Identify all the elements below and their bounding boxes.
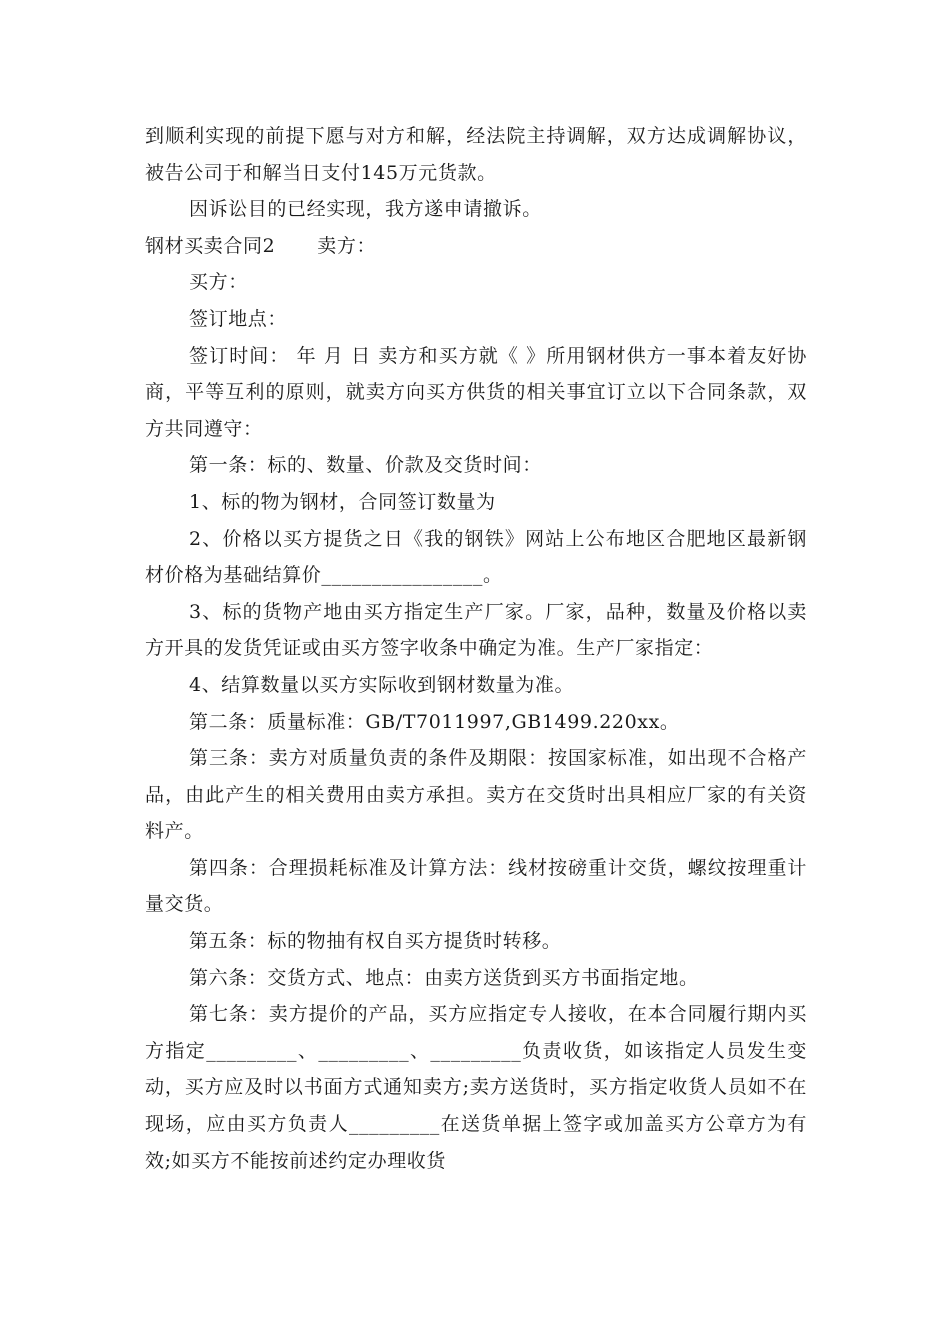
contract-buyer-label: 买方： — [189, 271, 248, 294]
contract-article-6: 第六条：交货方式、地点：由卖方送货到买方书面指定地。 — [189, 966, 699, 989]
paragraph-withdrawal: 因诉讼目的已经实现，我方遂申请撤诉。 — [189, 198, 542, 221]
contract-article-1-item-4: 4、结算数量以买方实际收到钢材数量为准。 — [189, 673, 575, 696]
contract-title: 钢材买卖合同2 — [145, 234, 276, 257]
contract-article-5: 第五条：标的物抽有权自买方提货时转移。 — [189, 930, 562, 953]
contract-signing-time: 签订时间： 年 月 日 卖方和买方就《 》所用钢材供方一事本着友好协商，平等互利的原则，就卖方向买方供货的相关事宜订立以下合同条款，双方共同遵守： — [145, 344, 807, 440]
document-body — [145, 118, 807, 1179]
contract-article-1-item-3: 3、标的货物产地由买方指定生产厂家。厂家，品种，数量及价格以卖方开具的发货凭证或由买方签字收条中确定为准。生产厂家指定： — [145, 600, 807, 660]
contract-seller-label: 卖方： — [317, 234, 377, 257]
contract-article-1-item-2: 2、价格以买方提货之日《我的钢铁》网站上公布地区合肥地区最新钢材价格为基础结算价________________。 — [145, 527, 807, 587]
contract-article-1-item-1: 1、标的物为钢材，合同签订数量为 — [189, 490, 496, 513]
paragraph-settlement: 到顺利实现的前提下愿与对方和解，经法院主持调解，双方达成调解协议，被告公司于和解当日支付145万元货款。 — [145, 125, 807, 184]
contract-article-2: 第二条：质量标准：GB/T7011997,GB1499.220xx。 — [189, 710, 680, 733]
contract-article-1: 第一条：标的、数量、价款及交货时间： — [189, 454, 542, 477]
contract-signing-place: 签订地点： — [189, 307, 288, 330]
contract-article-4: 第四条：合理损耗标准及计算方法：线材按磅重计交货，螺纹按理重计量交货。 — [145, 856, 807, 916]
contract-heading — [145, 228, 807, 265]
contract-article-7: 第七条：卖方提价的产品，买方应指定专人接收，在本合同履行期内买方指定_________、_________、_________负责收货，如该指定人员发生变动，买方应及时以书面方式通知卖方;卖方送货时，买方指定收货人员如不在现场，应由买方负责人_________在送货单据上签字或加盖买方公章方为有效;如买方不能按前述约定办理收货 — [145, 1003, 807, 1172]
contract-article-3: 第三条：卖方对质量负责的条件及期限：按国家标准，如出现不合格产品，由此产生的相关费用由卖方承担。卖方在交货时出具相应厂家的有关资料产。 — [145, 747, 807, 843]
